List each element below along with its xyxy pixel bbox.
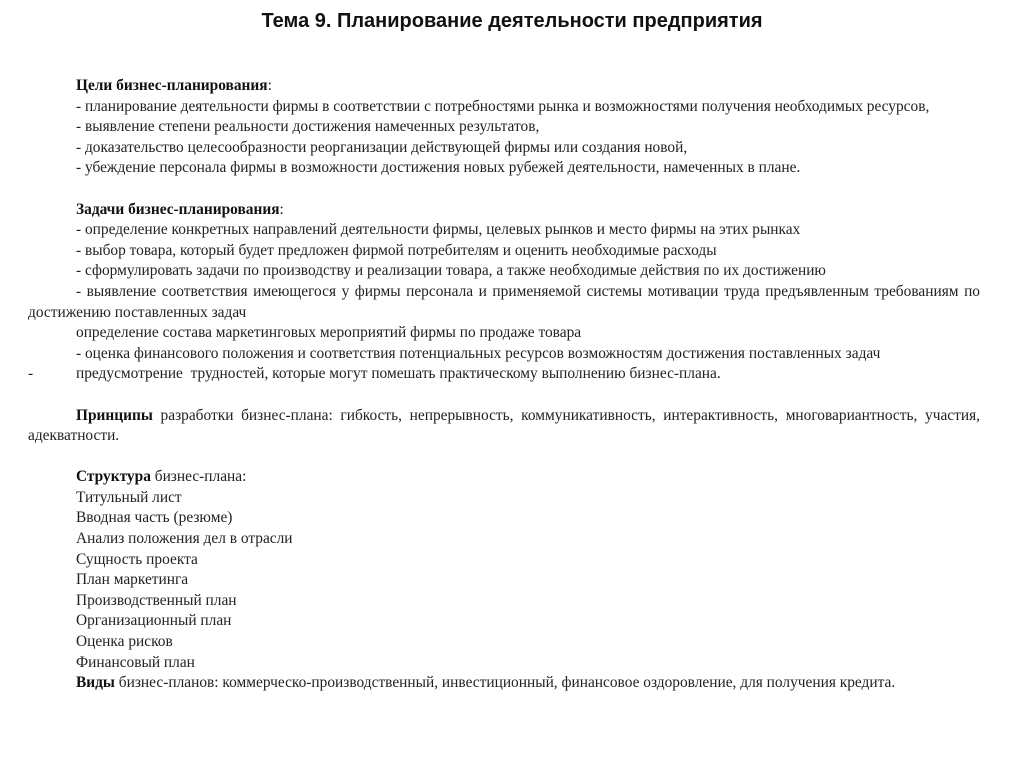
tasks-item-last-text: предусмотрение трудностей, которые могут помешать практическому выполнению бизнес-плана. bbox=[76, 365, 721, 383]
structure-item: Производственный план bbox=[76, 591, 237, 609]
tasks-item: - выявление соответствия имеющегося у фирмы персонала и применяемой системы мотивации труда предъявленным требованиям по достижению поставленных задач bbox=[28, 282, 980, 321]
structure-heading-rest: бизнес-плана: bbox=[150, 468, 247, 486]
tasks-item: - сформулировать задачи по производству и реализации товара, а также необходимые действия по их достижению bbox=[76, 262, 826, 280]
tasks-item: - оценка финансового положения и соответствия потенциальных ресурсов возможностям достижения поставленных задач bbox=[76, 344, 881, 362]
types-heading: Виды bbox=[76, 674, 115, 692]
tasks-heading-label: Задачи бизнес-планирования bbox=[76, 200, 280, 218]
bullet-dash: - bbox=[28, 365, 34, 383]
tasks-item: - определение конкретных направлений деятельности фирмы, целевых рынков и место фирмы на этих рынках bbox=[76, 221, 801, 239]
tasks-item-last bbox=[28, 364, 980, 385]
structure-item: Финансовый план bbox=[76, 653, 195, 671]
goals-heading-label: Цели бизнес-планирования bbox=[76, 77, 268, 94]
goals-item: - убеждение персонала фирмы в возможности достижения новых рубежей деятельности, намеченных в плане. bbox=[76, 159, 801, 177]
types-text: бизнес-планов: коммерческо-производственный, инвестиционный, финансовое оздоровление, для получения кредита. bbox=[114, 674, 896, 692]
structure-heading bbox=[28, 467, 980, 488]
structure-item: Оценка рисков bbox=[76, 633, 173, 651]
structure-heading-label: Структура bbox=[76, 468, 151, 486]
structure-item: План маркетинга bbox=[76, 571, 189, 589]
spacer bbox=[28, 385, 980, 406]
goals-item: - доказательство целесообразности реорганизации действующей фирмы или создания новой, bbox=[76, 138, 688, 156]
types-paragraph bbox=[28, 673, 980, 694]
tasks-item: определение состава маркетинговых мероприятий фирмы по продаже товара bbox=[76, 324, 582, 342]
spacer bbox=[28, 179, 980, 200]
goals-heading-colon: : bbox=[267, 77, 272, 94]
structure-item: Анализ положения дел в отрасли bbox=[76, 530, 293, 548]
principles-heading: Принципы bbox=[76, 406, 153, 424]
structure-item: Титульный лист bbox=[76, 488, 182, 506]
document-body bbox=[28, 76, 980, 694]
goals-heading bbox=[28, 76, 980, 97]
tasks-heading bbox=[28, 200, 980, 221]
goals-item: - планирование деятельности фирмы в соответствии с потребностями рынка и возможностями получения необходимых ресурсов, bbox=[76, 97, 930, 115]
spacer bbox=[28, 447, 980, 468]
tasks-item: - выбор товара, который будет предложен фирмой потребителям и оценить необходимые расходы bbox=[76, 241, 717, 259]
structure-item: Сущность проекта bbox=[76, 550, 198, 568]
structure-item: Вводная часть (резюме) bbox=[76, 509, 233, 527]
principles-paragraph bbox=[28, 406, 980, 447]
principles-text: разработки бизнес-плана: гибкость, непрерывность, коммуникативность, интерактивность, многовариантность, участия, адекватности. bbox=[28, 406, 980, 445]
tasks-heading-colon: : bbox=[279, 200, 284, 218]
goals-item: - выявление степени реальности достижения намеченных результатов, bbox=[76, 118, 540, 136]
page-title: Тема 9. Планирование деятельности предприятия bbox=[261, 10, 763, 32]
structure-item: Организационный план bbox=[76, 612, 232, 630]
